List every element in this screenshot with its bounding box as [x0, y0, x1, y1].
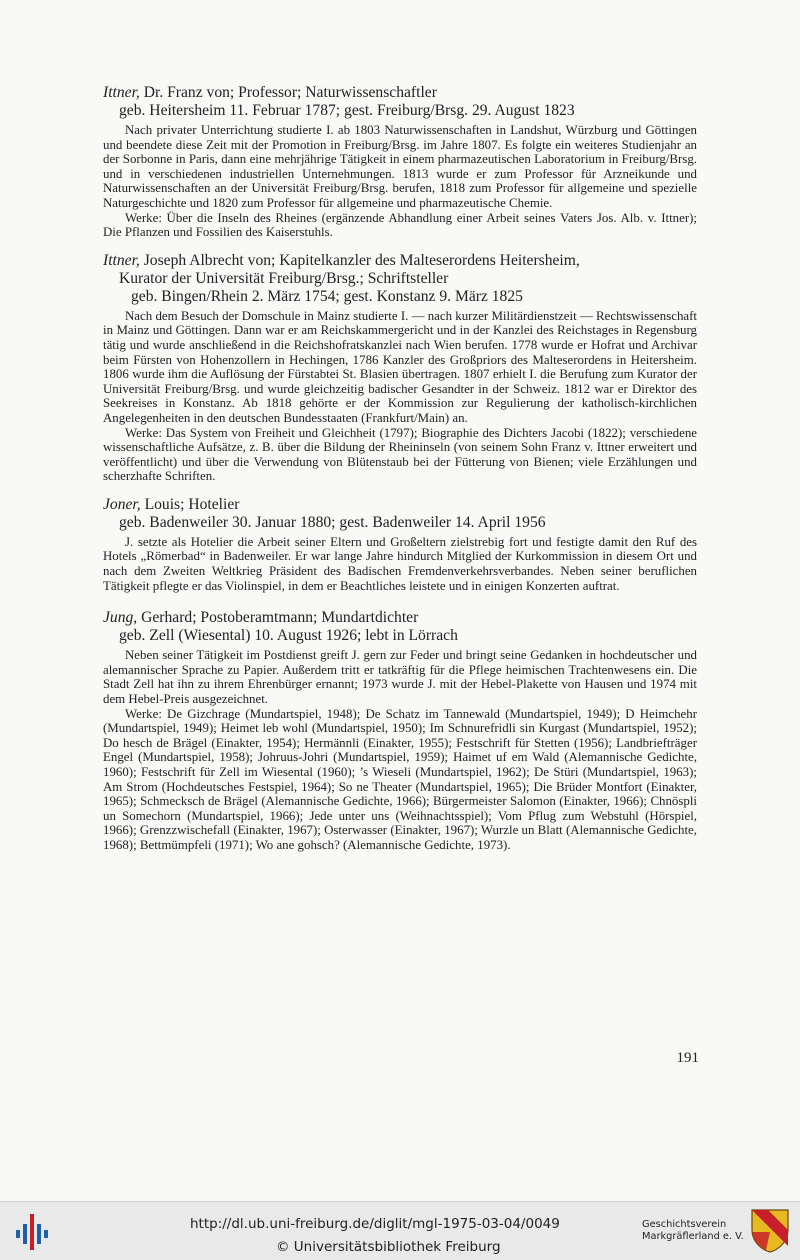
entry-works: Werke: Über die Inseln des Rheines (ergänzende Abhandlung einer Arbeit seines Vaters Jos. Alb. v. Ittner); Die Pflanzen und Fossilien des Kaiserstuhls.: [103, 210, 697, 240]
entry-name: Jung,: [103, 609, 138, 627]
entry-birth-death: geb. Bingen/Rhein 2. März 1754; gest. Konstanz 9. März 1825: [131, 287, 523, 305]
society-name-line2: Markgräflerland e. V.: [642, 1231, 744, 1242]
entry-paragraph: Nach dem Besuch der Domschule in Mainz studierte I. — nach kurzer Militärdienstzeit — Rechtswissenschaft in Mainz und Göttingen. Dann war er am Reichskammergericht und in der Kanzlei des Reichstages in Regensburg tätig und wurde anschließend in die Reichshofratskanzlei nach Wien berufen. 1778 wurde er Hofrat und Archivar beim Fürsten von Hohenzollern in Hechingen, 1786 Kanzler des Großpriors des Malteserordens in Heitersheim. 1806 wurde ihm die Auflösung der Fürstabtei St. Blasien übertragen. 1807 erhielt I. die Berufung zum Kurator der Universität Freiburg/Brsg. und wurde gleichzeitig badischer Gesandter in der Schweiz. 1812 war er Direktor des Seekreises in Konstanz. Ab 1818 gehörte er der Kommission zur Regulierung der katholisch-kirchlichen Angelegenheiten in den deutschen Bundesstaaten (Frankfurt/Main) an.: [103, 308, 697, 425]
entry-jung-gerhard: [103, 609, 697, 852]
entry-heading: Joseph Albrecht von; Kapitelkanzler des Malteserordens Heitersheim,: [139, 251, 580, 269]
entry-paragraph: Neben seiner Tätigkeit im Postdienst greift J. gern zur Feder und bringt seine Gedanken in hochdeutscher und alemannischer Sprache zu Papier. Außerdem tritt er tatkräftig für die Pflege heimischen Trachtenwesens ein. Die Stadt Zell hat ihn zu ihrem Ehrenbürger ernannt; 1973 wurde J. mit der Hebel-Plakette von Hausen und 1974 mit dem Hebel-Preis ausgezeichnet.: [103, 648, 697, 707]
page-number: 191: [676, 1050, 699, 1066]
entry-heading: Gerhard; Postoberamtmann; Mundartdichter: [137, 609, 419, 627]
copyright-text: © Universitätsbibliothek Freiburg: [276, 1239, 501, 1255]
entry-name: Ittner,: [103, 251, 140, 269]
society-name: [642, 1219, 744, 1243]
entry-birth-death: geb. Badenweiler 30. Januar 1880; gest. Badenweiler 14. April 1956: [119, 513, 546, 531]
coat-of-arms-icon: [750, 1208, 790, 1254]
permalink-url[interactable]: http://dl.ub.uni-freiburg.de/diglit/mgl-1975-03-04/0049: [190, 1216, 560, 1232]
page-content: [103, 84, 697, 853]
entry-name: Ittner,: [103, 84, 140, 101]
entry-paragraph: J. setzte als Hotelier die Arbeit seiner Eltern und Großeltern zielstrebig fort und festigte damit den Ruf des Hotels „Römerbad“ in Badenweiler. Er war lange Jahre hindurch Mitglied der Kurkommission in diesem Ort und nach dem Zweiten Weltkrieg Präsident des Badischen Fremdenverkehrsverbandes. Neben seiner beruflichen Tätigkeit pflegte er das Violinspiel, in dem er Beachtliches leistete und in einigen Konzerten auftrat.: [103, 534, 697, 593]
entry-heading-cont: Kurator der Universität Freiburg/Brsg.; Schriftsteller: [119, 269, 449, 287]
entry-birth-death: geb. Heitersheim 11. Februar 1787; gest. Freiburg/Brsg. 29. August 1823: [119, 102, 575, 119]
entry-works: Werke: Das System von Freiheit und Gleichheit (1797); Biographie des Dichters Jacobi (1822); verschiedene wissenschaftliche Aufsätze, z. B. über die Bildung der Rheininseln (von seinem Sohn Franz v. Ittner erweitert und veröffentlicht) und über die Verwendung von Blütenstaub bei der Fütterung von Bienen; viele Erzählungen und scherzhafte Schriften.: [103, 425, 697, 484]
entry-ittner-franz: [103, 84, 697, 240]
entry-heading: Louis; Hotelier: [140, 495, 240, 513]
entry-works: Werke: De Gizchrage (Mundartspiel, 1948); De Schatz im Tannewald (Mundartspiel, 1949); D Heimchehr (Mundartspiel, 1949); Heimet leb wohl (Mundartspiel, 1950); Im Schnurefridli sin Kurgast (Mundartspiel, 1952); Do hesch de Brägel (Einakter, 1954); Hermännli (Einakter, 1955); Festschrift für Stetten (1956); Landbriefträger Engel (Mundartspiel, 1958); Johruus-Johri (Mundartspiel, 1959); Haimet uf em Wald (Alemannische Gedichte, 1960); Festschrift für Zell im Wiesental (1960); ’s Wieseli (Mundartspiel, 1962); De Stüri (Mundartspiel, 1963); Am Strom (Hochdeutsches Festspiel, 1964); So ne Theater (Mundartspiel, 1965); Die Brüder Montfort (Einakter, 1965); Schmecksch de Brägel (Alemannische Gedichte, 1966); Bürgermeister Salomon (Einakter, 1966); Chnöspli un Somechorn (Mundartspiel, 1966); Jede unter uns (Weihnachtsspiel); Vom Pflug zum Webstuhl (Hörspiel, 1966); Grenzzwischefall (Einakter, 1967); Osterwasser (Einakter, 1967); Wurzle un Blatt (Alemannische Gedichte, 1968); Bettmümpfeli (1971); Wo ane gohsch? (Alemannische Gedichte, 1973).: [103, 706, 697, 852]
footer-bar: [0, 1201, 800, 1260]
society-name-line1: Geschichtsverein: [642, 1219, 727, 1230]
library-logo-icon: [14, 1210, 50, 1254]
entry-paragraph: Nach privater Unterrichtung studierte I. ab 1803 Naturwissenschaften in Landshut, Würzburg und Göttingen und beendete diese Zeit mit der Promotion in Freiburg/Brsg. im Jahre 1807. Es folgte ein weiteres Studienjahr an der Sorbonne in Paris, dann eine mehrjährige Tätigkeit in einem pharmazeutischen Laboratorium in Freiburg/Brsg. und in verschiedenen industriellen Unternehmungen. 1813 wurde er zum Professor für Arzneikunde und Naturwissenschaften an der Universität Freiburg/Brsg. berufen, 1818 zum Professor für allgemeine und spezielle Naturgeschichte und 1820 zum Professor für allgemeine und pharmazeutische Chemie.: [103, 123, 697, 210]
entry-name: Joner,: [103, 495, 141, 513]
entry-heading: Dr. Franz von; Professor; Naturwissenschaftler: [139, 84, 437, 101]
entry-ittner-joseph: [103, 252, 697, 484]
entry-birth-death: geb. Zell (Wiesental) 10. August 1926; lebt in Lörrach: [119, 627, 458, 645]
entry-joner-louis: [103, 496, 697, 593]
